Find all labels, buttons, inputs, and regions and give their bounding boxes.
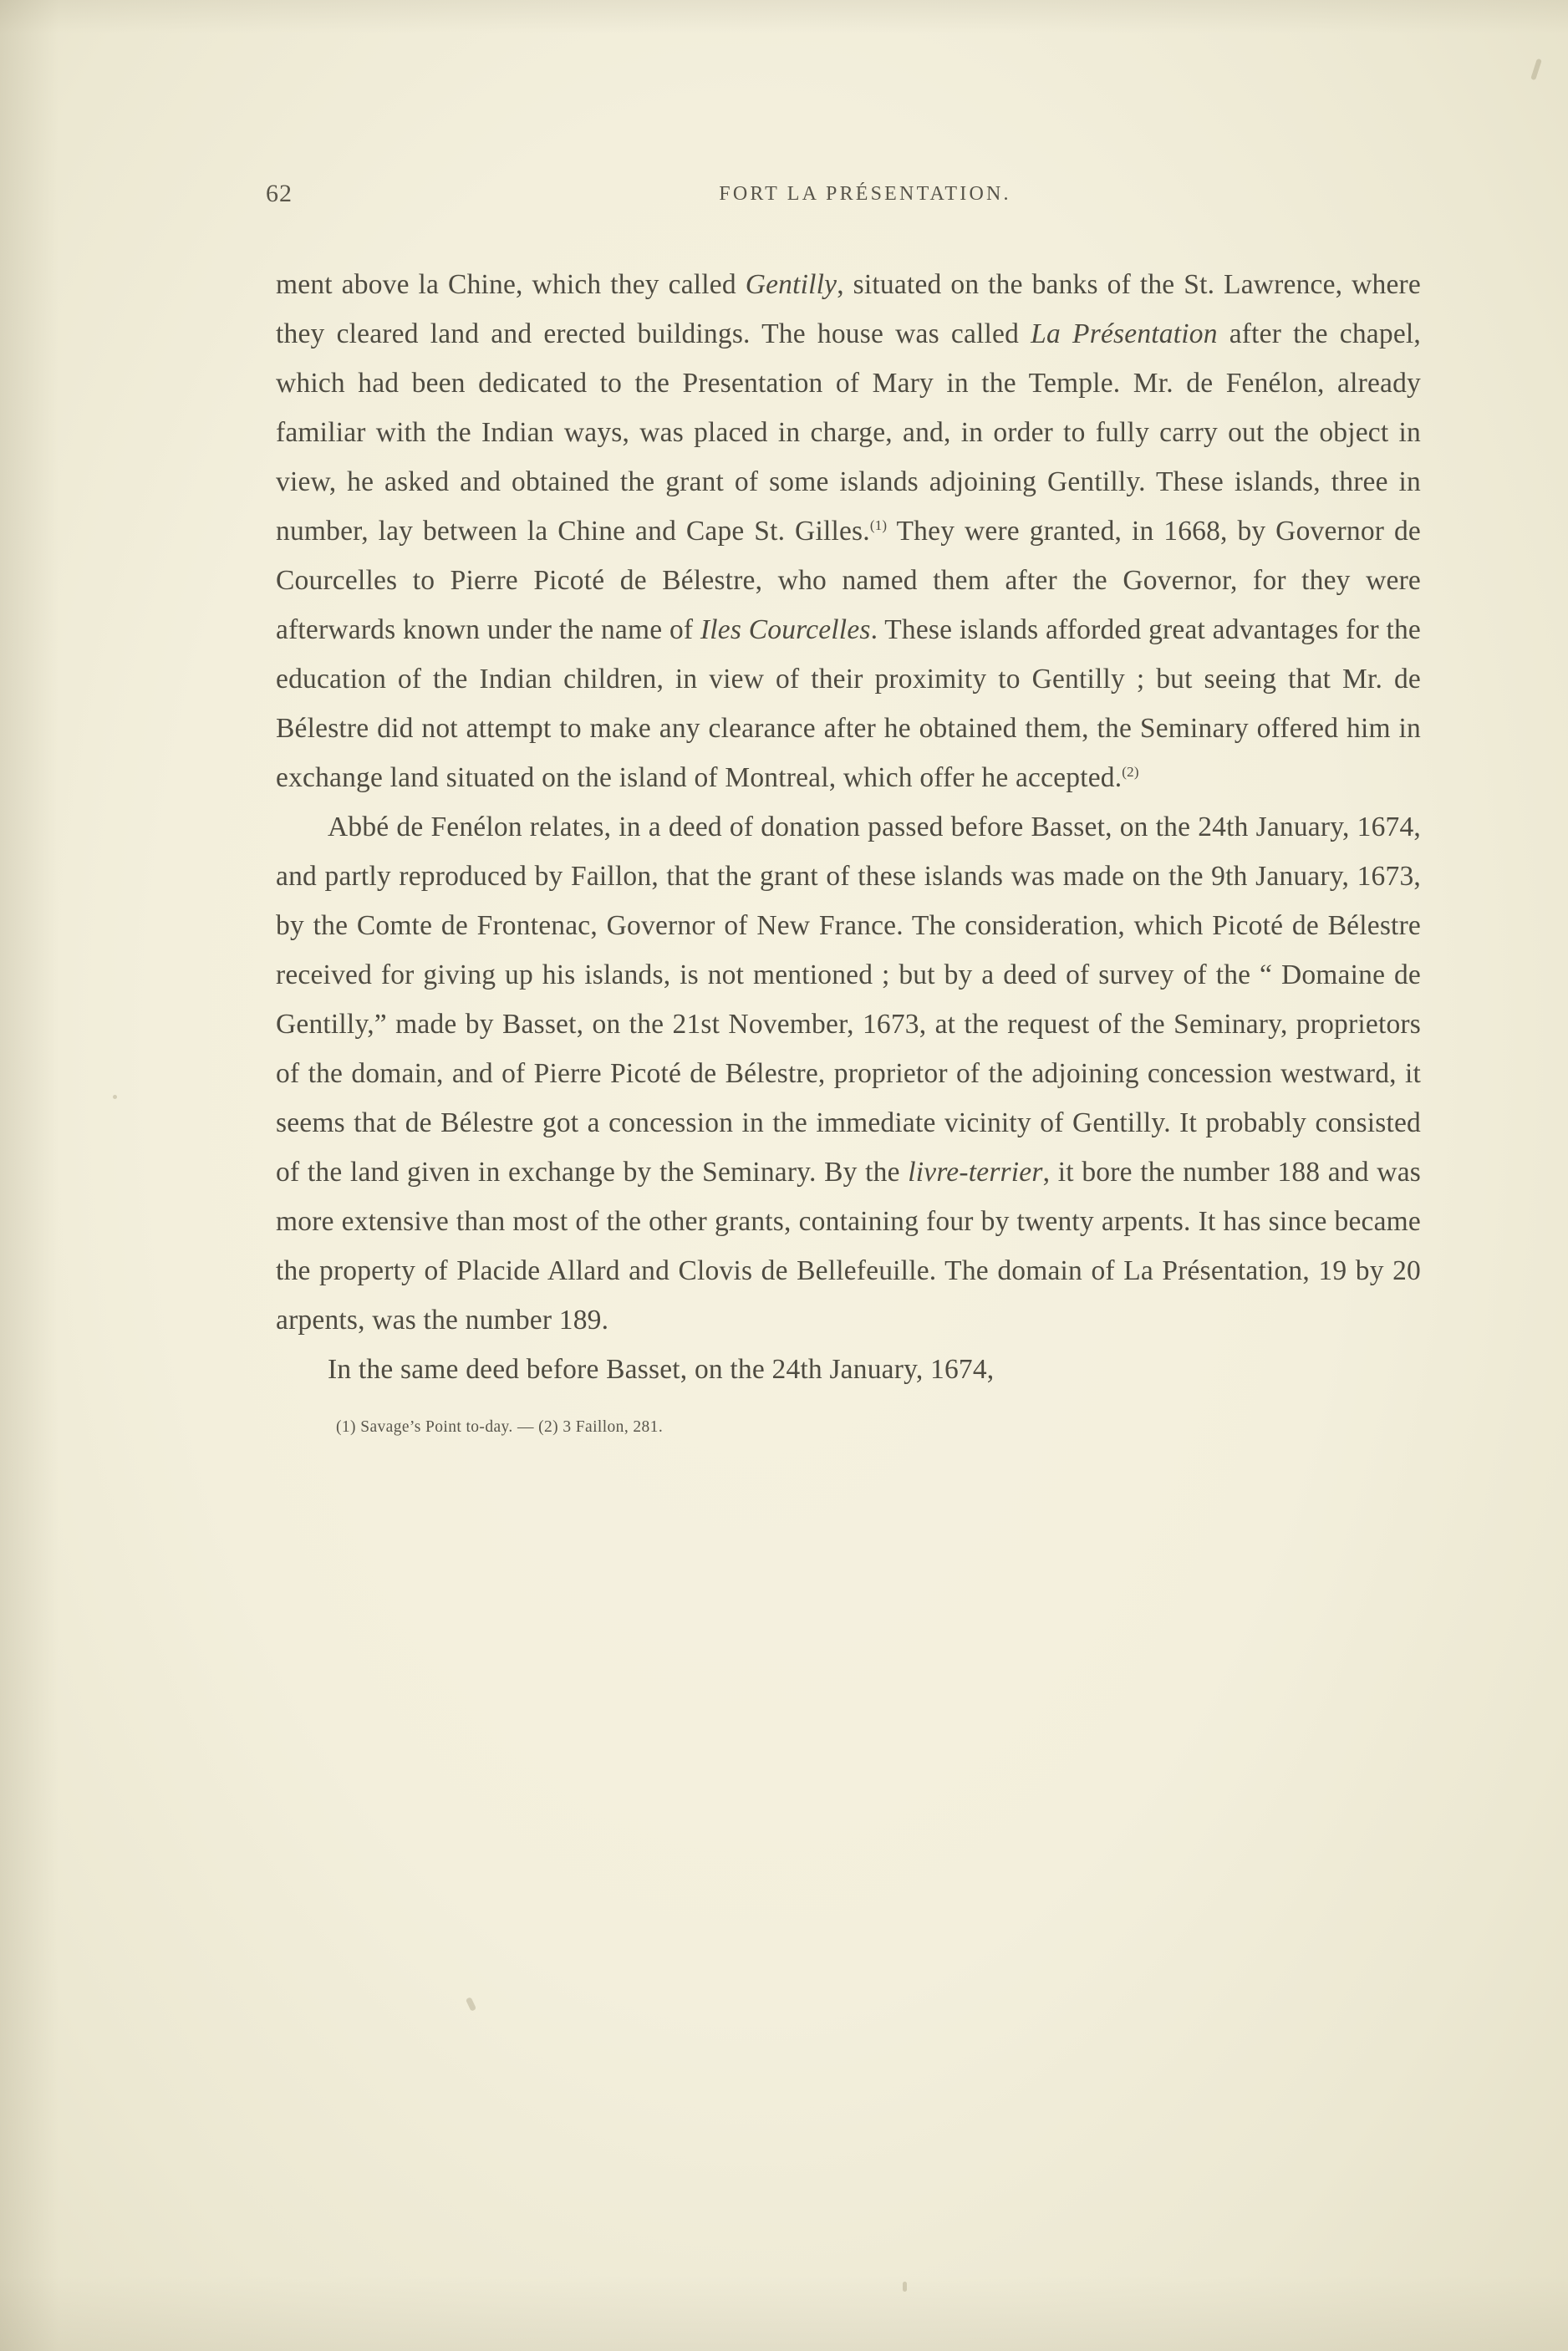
body-paragraph-2: Abbé de Fenélon relates, in a deed of donation passed before Basset, on the 24th January, 1674, and partly reproduced by Faillon, that the grant of these islands was made on the 9th January, 1673, by the Comte de Frontenac, Governor of New France. The consideration, which Picoté de Bélestre received for giving up his islands, is not mentioned ; but by a deed of survey of the “ Domaine de Gentilly,” made by Basset, on the 21st November, 1673, at the request of the Seminary, proprietors of the domain, and of Pierre Picoté de Bélestre, proprietor of the adjoining concession westward, it seems that de Bélestre got a concession in the immediate vicinity of Gentilly. It probably consisted of the land given in exchange by the Seminary. By the livre-terrier, it bore the number 188 and was more extensive than most of the other grants, containing four by twenty arpents. It has since became the property of Placide Allard and Clovis de Bellefeuille. The domain of La Présentation, 19 by 20 arpents, was the number 189. [276,812,1421,1336]
body-paragraph-3: In the same deed before Basset, on the 24th January, 1674, [328,1354,995,1385]
page-header [266,180,1421,223]
body-paragraph-1: ment above la Chine, which they called Gentilly, situated on the banks of the St. Lawrence, where they cleared land and erected buildings. The house was called La Présentation after the chapel, which had been dedicated to the Presentation of Mary in the Temple. Mr. de Fenélon, already familiar with the Indian ways, was placed in charge, and, in order to fully carry out the object in view, he asked and obtained the grant of some islands adjoining Gentilly. These islands, three in number, lay between la Chine and Cape St. Gilles.$^{(1)}$ They were granted, in 1668, by Governor de Courcelles to Pierre Picoté de Bélestre, who named them after the Governor, for they were afterwards known under the name of Iles Courcelles. These islands afforded great advantages for the education of the Indian children, in view of their proximity to Gentilly ; but seeing that Mr. de Bélestre did not attempt to make any clearance after he obtained them, the Seminary offered him in exchange land situated on the island of Montreal, which offer he accepted.$^{(2)}$ [276,269,1421,793]
footnote: (1) Savage’s Point to-day. — (2) 3 Faillon, 281. [336,1418,664,1436]
page-text-block [266,180,1421,1439]
running-head: FORT LA PRÉSENTATION. [719,183,1011,205]
page-number: 62 [266,180,293,207]
